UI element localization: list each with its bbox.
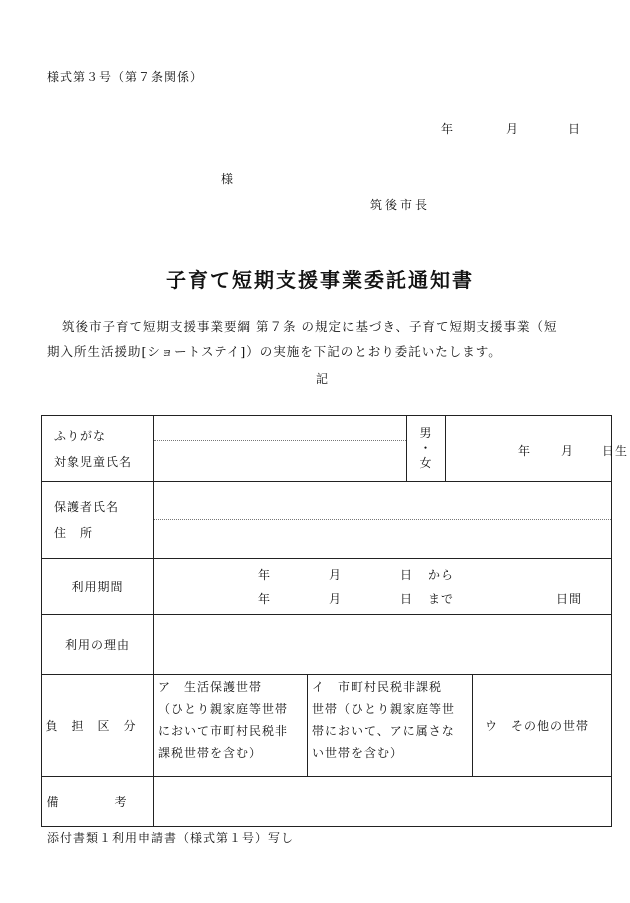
- intro-line-2: 期入所生活援助[ショートステイ]）の実施を下記のとおり委託いたします。: [47, 344, 502, 359]
- guardian-label-cell: [42, 482, 154, 559]
- furigana-label: ふりがな: [54, 428, 107, 443]
- furigana-divider: [154, 440, 406, 441]
- burden-i-line-4: い世帯を含む）: [312, 746, 404, 760]
- burden-i-line-1: イ 市町村民税非課税: [312, 680, 443, 694]
- period-label: 利用期間: [42, 559, 154, 615]
- ki-heading: 記: [316, 372, 330, 386]
- birth-month-label: 月: [561, 444, 575, 458]
- date-month-label: 月: [506, 122, 520, 136]
- remarks-field[interactable]: [154, 777, 612, 827]
- burden-a-line-2: （ひとり親家庭等世帯: [158, 702, 289, 716]
- burden-a-line-3: において市町村民税非: [158, 724, 289, 738]
- burden-option-a[interactable]: [154, 675, 308, 777]
- period-days-label: 日間: [556, 592, 583, 606]
- attachment-note: 添付書類１利用申請書（様式第１号）写し: [47, 831, 295, 845]
- period-to-month: 月: [329, 592, 343, 606]
- burden-i-line-3: 帯において、アに属さな: [312, 724, 455, 738]
- guardian-name-label: 保護者氏名: [54, 500, 120, 514]
- period-field[interactable]: [154, 559, 612, 615]
- issuer: 筑後市長: [370, 198, 431, 212]
- sex-male: 男: [419, 426, 433, 440]
- form-number: 様式第３号（第７条関係）: [47, 70, 204, 84]
- sex-cell[interactable]: [407, 416, 446, 482]
- address-label: 住 所: [54, 526, 94, 540]
- sex-dot: ・: [419, 441, 433, 455]
- burden-label: 負担区分: [42, 675, 154, 777]
- burden-a-line-1: ア 生活保護世帯: [158, 680, 263, 694]
- date-day-label: 日: [568, 122, 582, 136]
- child-name-field[interactable]: [154, 416, 407, 482]
- birthdate-cell[interactable]: [446, 416, 629, 482]
- remarks-label: 備 考: [42, 777, 154, 827]
- intro-line-1: 筑後市子育て短期支援事業要綱 第７条 の規定に基づき、子育て短期支援事業（短: [62, 319, 558, 334]
- addressee-suffix: 様: [221, 172, 235, 186]
- period-from-month: 月: [329, 568, 343, 582]
- period-from-year: 年: [258, 568, 272, 582]
- document-title: 子育て短期支援事業委託通知書: [166, 268, 474, 292]
- period-to-year: 年: [258, 592, 272, 606]
- child-label-cell: [42, 416, 154, 482]
- period-from-label: から: [428, 568, 455, 582]
- child-name-label: 対象児童氏名: [54, 454, 133, 469]
- burden-a-line-4: 課税世帯を含む）: [158, 746, 263, 760]
- burden-option-u[interactable]: ウ その他の世帯: [473, 675, 612, 777]
- reason-field[interactable]: [154, 615, 612, 675]
- guardian-field[interactable]: [154, 482, 612, 559]
- period-from-day: 日: [400, 568, 414, 582]
- birth-year-label: 年: [518, 444, 532, 458]
- notice-form-table: [41, 415, 629, 827]
- burden-option-i[interactable]: [308, 675, 473, 777]
- guardian-divider: [154, 519, 611, 520]
- period-to-label: まで: [428, 592, 455, 606]
- period-to-day: 日: [400, 592, 414, 606]
- burden-i-line-2: 世帯（ひとり親家庭等世: [312, 702, 456, 716]
- reason-label: 利用の理由: [42, 615, 154, 675]
- sex-female: 女: [419, 456, 433, 470]
- birth-day-label: 日生: [602, 444, 629, 458]
- date-year-label: 年: [441, 122, 455, 136]
